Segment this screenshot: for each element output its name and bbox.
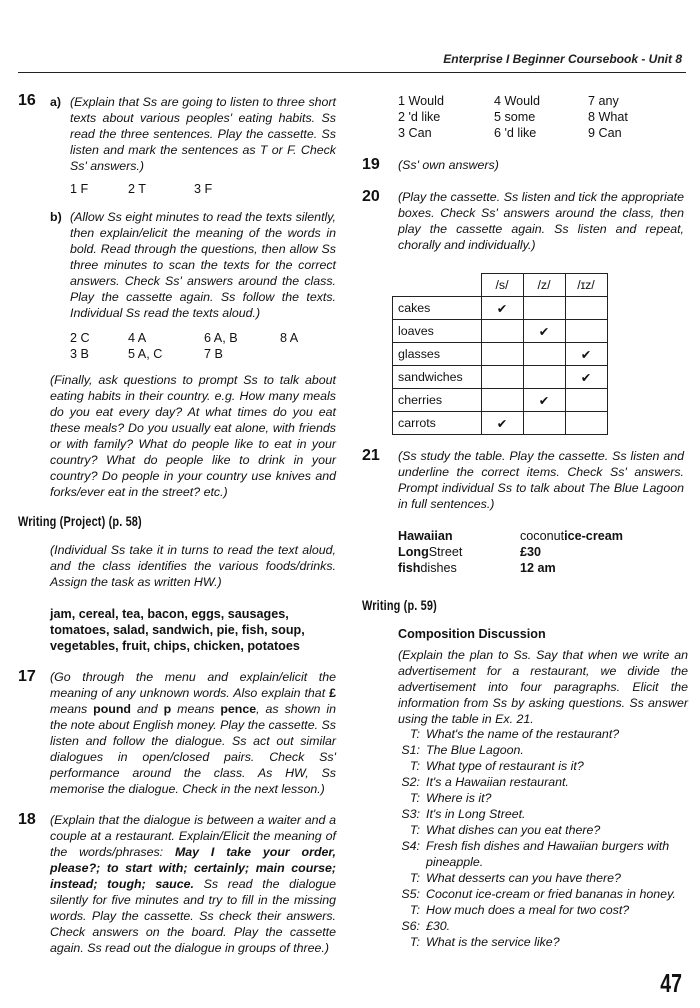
speaker: S1: <box>401 743 420 757</box>
line-text: Coconut ice-cream or fried bananas in honey. <box>426 887 676 901</box>
bold-term: p <box>163 702 172 716</box>
tick-cell <box>565 389 607 412</box>
speaker: S5: <box>401 887 420 901</box>
word-cell: sandwiches <box>393 366 482 389</box>
answer: 4 Would <box>494 94 540 108</box>
answer: 7 any <box>588 94 619 108</box>
line-text: What is the service like? <box>426 935 560 949</box>
exercise-16b-answers <box>70 330 298 362</box>
text-run: coconut <box>520 529 565 543</box>
bold-term: pence <box>220 702 257 716</box>
speaker: S6: <box>401 919 420 933</box>
speaker: T: <box>409 903 420 917</box>
text-run: Street <box>428 545 463 559</box>
text-run: Ss read the dialogue silently for five minutes and try to fill in the missing words. Play the cassette. Ss check their answers. Check answers on the board. Play the cassette again. Ss read out the dialogue in groups of three.) <box>50 877 337 955</box>
writing-instructions: (Explain the plan to Ss. Say that when we write an advertisement for a restaurant, we divide the advertisement into four paragraphs. Elicit the information from Ss by asking questions. Ss answer using the table in Ex. 21. <box>398 648 688 726</box>
answer: 5 A, C <box>128 347 163 361</box>
bold-term: 12 am <box>520 561 556 575</box>
exercise-16a-label: a) <box>50 95 62 109</box>
answer: 2 'd like <box>398 110 441 124</box>
tick-cell <box>523 412 565 435</box>
bold-term: pound <box>93 702 131 716</box>
text-run: means <box>171 702 221 716</box>
answer: 4 A <box>128 331 147 345</box>
answer: 5 some <box>494 110 536 124</box>
text-run: and <box>131 702 164 716</box>
tick-cell <box>481 343 523 366</box>
page-number: 47 <box>660 968 682 998</box>
dialogue-line <box>398 790 688 806</box>
composition-subheading: Composition Discussion <box>398 627 546 641</box>
exercise-17-instructions <box>50 669 336 797</box>
line-text: £30. <box>426 919 451 933</box>
answer: 8 A <box>280 331 299 345</box>
word-cell: cakes <box>393 297 482 320</box>
header-iz: /ɪz/ <box>565 274 607 297</box>
bold-term: £ <box>329 686 336 700</box>
answer: 7 B <box>204 347 223 361</box>
exercise-16-followup: (Finally, ask questions to prompt Ss to talk about eating habits in their country. e.g. How many meals do you eat every day? At what times do you eat these meals? Do you usually eat alone, with friends or with family? What do people like to eat in your country? What do people like to drink in your country? Do people in your country use knives and forks/ever eat in the street? etc.) <box>50 373 336 499</box>
line-text: Fresh fish dishes and Hawaiian burgers with pineapple. <box>426 839 670 869</box>
header-title: Enterprise I Beginner Coursebook - Unit 8 <box>443 52 682 66</box>
text-run: (Explain that the dialogue is between a waiter and a couple at a restaurant. Explain/Elicit the meaning of the words/phrases: <box>50 813 336 859</box>
exercise-16a-answers <box>70 181 212 197</box>
exercise-19-number: 19 <box>362 156 380 173</box>
text-run: dishes <box>420 561 457 575</box>
dialogue-line <box>398 806 688 822</box>
header-rule <box>18 72 686 73</box>
table-row <box>393 366 608 389</box>
exercise-16b-label: b) <box>50 210 62 224</box>
table-header-row <box>393 274 608 297</box>
answer: 6 'd like <box>494 126 537 140</box>
word-cell: loaves <box>393 320 482 343</box>
exercise-20-number: 20 <box>362 188 380 205</box>
line-text: What's the name of the restaurant? <box>426 727 620 741</box>
dialogue-line <box>398 918 688 934</box>
tick-cell <box>481 366 523 389</box>
dialogue-line <box>398 902 688 918</box>
tick-cell <box>565 320 607 343</box>
answer: 3 F <box>194 182 213 196</box>
answer: 3 Can <box>398 126 432 140</box>
line-text: The Blue Lagoon. <box>426 743 524 757</box>
exercise-16b-instructions: (Allow Ss eight minutes to read the texts silently, then explain/elicit the meaning of the words in bold. Read through the questions, then allow Ss three minutes to scan the texts for the correct answers. Check Ss' answers around the class. Play the cassette again. Ss follow the texts. Individual Ss read the texts aloud.) <box>70 210 336 320</box>
exercise-17-number: 17 <box>18 668 36 685</box>
table-row <box>393 412 608 435</box>
table-row <box>393 320 608 343</box>
exercise-18-instructions <box>50 812 336 956</box>
exercise-19-instructions: (Ss' own answers) <box>398 158 499 172</box>
dialogue-line <box>398 886 688 902</box>
speaker: T: <box>409 727 420 741</box>
word-cell: carrots <box>393 412 482 435</box>
tick-cell: ✔ <box>481 297 523 320</box>
line-text: What dishes can you eat there? <box>426 823 601 837</box>
speaker: S2: <box>401 775 420 789</box>
answer: 8 What <box>588 110 628 124</box>
line-text: Where is it? <box>426 791 492 805</box>
answer: 9 Can <box>588 126 622 140</box>
composition-dialogue <box>398 726 688 950</box>
tick-cell <box>481 389 523 412</box>
speaker: T: <box>409 791 420 805</box>
word-cell: glasses <box>393 343 482 366</box>
speaker: T: <box>409 871 420 885</box>
tick-cell: ✔ <box>523 389 565 412</box>
tick-cell <box>523 343 565 366</box>
header-z: /z/ <box>523 274 565 297</box>
exercise-16a-instructions: (Explain that Ss are going to listen to three short texts about various peoples' eating habits. Ss read the three sentences. Play the cassette. Ss listen and mark the sentences as T or F. Check Ss' answers.) <box>70 95 336 173</box>
speaker: T: <box>409 823 420 837</box>
speaker: T: <box>409 759 420 773</box>
bold-term: Hawaiian <box>398 529 453 543</box>
exercise-18-answers <box>398 93 628 141</box>
bold-term: ice-cream <box>564 529 623 543</box>
speaker: S4: <box>401 839 420 853</box>
exercise-21-instructions: (Ss study the table. Play the cassette. Ss listen and underline the correct items. Check Ss' answers. Prompt individual Ss to talk about The Blue Lagoon in full sentences.) <box>398 449 684 511</box>
tick-cell <box>523 366 565 389</box>
tick-cell: ✔ <box>565 366 607 389</box>
exercise-18-number: 18 <box>18 811 36 828</box>
writing-project-instructions: (Individual Ss take it in turns to read the text aloud, and the class identifies the various foods/drinks. Assign the task as written HW.) <box>50 543 336 589</box>
bold-terms: May I take your order, please?; to start with; certainly; main course; instead; tough; sauce. <box>50 845 336 891</box>
dialogue-line <box>398 774 688 790</box>
line-text: What desserts can you have there? <box>426 871 621 885</box>
text-run: means <box>50 702 94 716</box>
tick-cell: ✔ <box>523 320 565 343</box>
dialogue-line <box>398 758 688 774</box>
writing-project-foods: jam, cereal, tea, bacon, eggs, sausages, tomatoes, salad, sandwich, pie, fish, soup, vegetables, fruit, chips, chicken, potatoes <box>50 607 305 653</box>
tick-cell: ✔ <box>481 412 523 435</box>
speaker: S3: <box>401 807 420 821</box>
tick-cell <box>481 320 523 343</box>
dialogue-line <box>398 726 688 742</box>
page-header <box>0 0 700 80</box>
text-run: (Go through the menu and explain/elicit the meaning of any unknown words. Also explain that <box>50 670 336 700</box>
answer: 1 Would <box>398 94 444 108</box>
word-cell: cherries <box>393 389 482 412</box>
writing-project-heading: Writing (Project) (p. 58) <box>18 513 142 529</box>
bold-term: £30 <box>520 545 542 559</box>
dialogue-line <box>398 870 688 886</box>
dialogue-line <box>398 822 688 838</box>
answer: 2 C <box>70 331 90 345</box>
speaker: T: <box>409 935 420 949</box>
exercise-21-table <box>398 528 623 576</box>
line-text: It's a Hawaiian restaurant. <box>426 775 569 789</box>
tick-cell: ✔ <box>565 343 607 366</box>
table-row <box>393 343 608 366</box>
line-text: What type of restaurant is it? <box>426 759 584 773</box>
table-row <box>393 389 608 412</box>
header-s: /s/ <box>481 274 523 297</box>
answer: 1 F <box>70 182 89 196</box>
empty-cell <box>393 274 482 297</box>
answer: 2 T <box>128 182 146 196</box>
text-run: , as shown in the note about English money. Play the cassette. Ss listen and follow the dialogue. Ss act out similar dialogues in open/closed pairs. Check Ss' performance around the class. As HW, Ss memorise the dialogue. Check in the next lesson.) <box>50 702 337 796</box>
tick-cell <box>565 412 607 435</box>
dialogue-line <box>398 838 688 870</box>
sounds-table <box>392 273 608 435</box>
dialogue-line <box>398 934 688 950</box>
bold-term: fish <box>398 561 421 575</box>
line-text: It's in Long Street. <box>426 807 526 821</box>
tick-cell <box>523 297 565 320</box>
exercise-21-number: 21 <box>362 447 380 464</box>
writing-heading: Writing (p. 59) <box>362 597 437 613</box>
line-text: How much does a meal for two cost? <box>426 903 630 917</box>
exercise-20-instructions: (Play the cassette. Ss listen and tick the appropriate boxes. Check Ss' answers around the class, then play the cassette again. Ss listen and repeat, chorally and individually.) <box>398 190 684 252</box>
bold-term: Long <box>398 545 429 559</box>
table-row <box>393 297 608 320</box>
answer: 3 B <box>70 347 89 361</box>
exercise-16-number: 16 <box>18 92 36 109</box>
tick-cell <box>565 297 607 320</box>
answer: 6 A, B <box>204 331 238 345</box>
dialogue-line <box>398 742 688 758</box>
